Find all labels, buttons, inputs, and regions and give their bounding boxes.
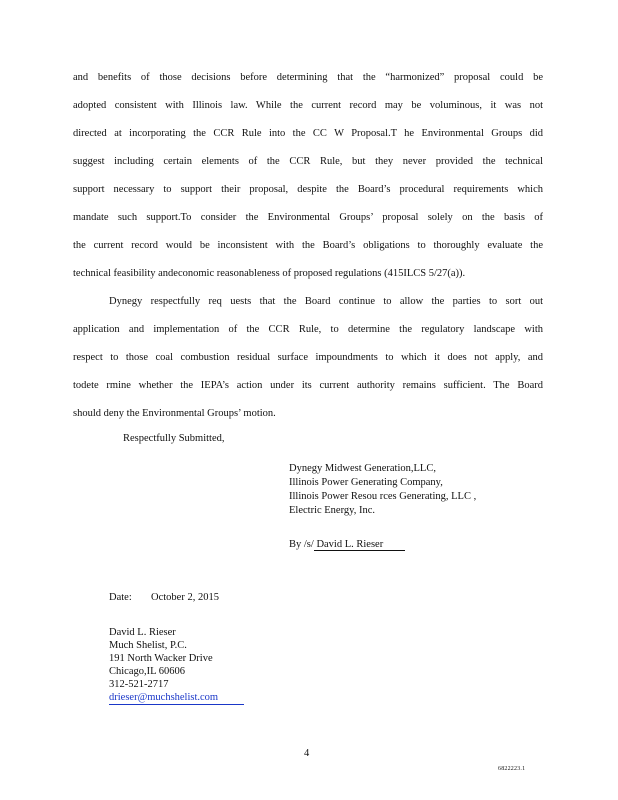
address-line: 191 North Wacker Drive	[109, 653, 213, 664]
closing-salutation: Respectfully Submitted,	[123, 433, 225, 444]
signature-line	[289, 539, 405, 550]
page-number: 4	[304, 748, 310, 759]
signatory-block	[289, 462, 476, 518]
paragraph-1-line: and benefits of those decisions before determining that the “harmonized” proposal could be	[73, 72, 543, 83]
paragraph-2-line: todete rmine whether the IEPA’s action under its current authority remains sufficient. The Board	[73, 380, 543, 391]
address-line: Much Shelist, P.C.	[109, 640, 187, 651]
paragraph-1-line: suggest including certain elements of the CCR Rule, but they never provided the technical	[73, 156, 543, 167]
date-value: October 2, 2015	[151, 592, 219, 603]
paragraph-1-line: adopted consistent with Illinois law. While the current record may be voluminous, it was not	[73, 100, 543, 111]
paragraph-1-line: directed at incorporating the CCR Rule into the CC W Proposal.T he Environmental Groups did	[73, 128, 543, 139]
paragraph-2	[73, 294, 543, 434]
paragraph-1-line: support necessary to support their proposal, despite the Board’s procedural requirements which	[73, 184, 543, 195]
paragraph-1	[73, 70, 543, 294]
address-line: David L. Rieser	[109, 627, 176, 638]
signature-prefix: By /s/	[289, 539, 314, 550]
address-block	[109, 626, 244, 705]
paragraph-1-line: mandate such support.To consider the Environmental Groups’ proposal solely on the basis of	[73, 212, 543, 223]
document-id: 6822223.1	[498, 766, 526, 772]
signatory-line: Electric Energy, Inc.	[289, 505, 375, 516]
paragraph-2-line: respect to those coal combustion residual surface impoundments to which it does not apply, and	[73, 352, 543, 363]
signatory-line: Illinois Power Generating Company,	[289, 477, 443, 488]
address-line: Chicago,IL 60606	[109, 666, 186, 677]
signatory-line: Illinois Power Resou rces Generating, LLC ,	[289, 491, 477, 502]
date-line	[109, 592, 219, 603]
paragraph-2-line: application and implementation of the CCR Rule, to determine the regulatory landscape with	[73, 324, 543, 335]
address-line: 312-521-2717	[109, 679, 169, 690]
date-label: Date:	[109, 592, 132, 603]
signature-name: David L. Rieser	[314, 539, 405, 551]
paragraph-2-line: should deny the Environmental Groups’ motion.	[73, 408, 276, 419]
paragraph-1-line: the current record would be inconsistent with the Board’s obligations to thoroughly evaluate the	[73, 240, 543, 251]
paragraph-2-line: Dynegy respectfully req uests that the Board continue to allow the parties to sort out	[109, 296, 543, 307]
paragraph-1-line: technical feasibility andeconomic reasonableness of proposed regulations (415ILCS 5/27(a)).	[73, 268, 466, 279]
signatory-line: Dynegy Midwest Generation,LLC,	[289, 463, 436, 474]
email-link[interactable]: drieser@muchshelist.com	[109, 691, 244, 705]
